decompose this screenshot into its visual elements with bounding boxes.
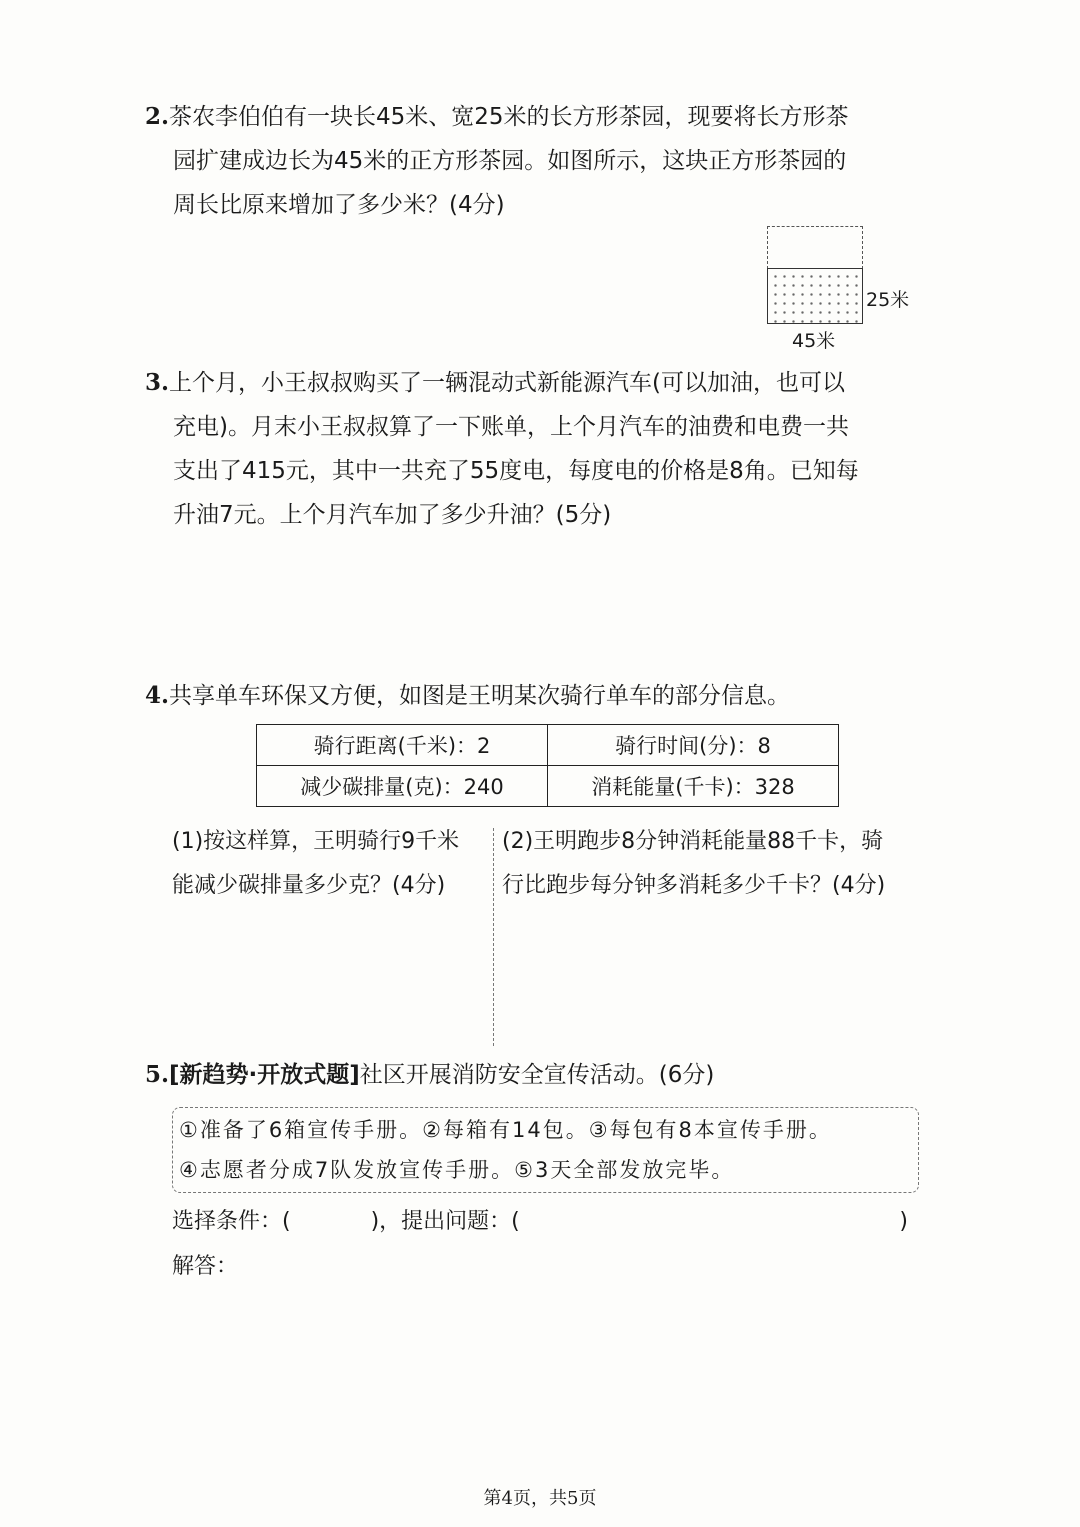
question-5-tag: [新趋势·开放式题] — [169, 1062, 360, 1088]
question-4-intro: 4.共享单车环保又方便，如图是王明某次骑行单车的部分信息。 — [145, 682, 791, 709]
sub-1-line-2: 能减少碳排量多少克？(4分) — [172, 873, 446, 898]
question-3-line-4: 升油7元。上个月汽车加了多少升油？(5分) — [173, 502, 612, 528]
question-3-line-1: 3.上个月，小王叔叔购买了一辆混动式新能源汽车(可以加油，也可以 — [145, 369, 845, 396]
sub-1-line-1: (1)按这样算，王明骑行9千米 — [172, 829, 460, 854]
question-2-line-2: 园扩建成边长为45米的正方形茶园。如图所示，这块正方形茶园的 — [173, 148, 847, 174]
original-garden — [767, 268, 863, 324]
question-4-sub-1 — [172, 820, 459, 908]
sub-2-line-2: 行比跑步每分钟多消耗多少千卡？(4分) — [502, 873, 886, 898]
tea-garden-figure — [760, 222, 930, 352]
question-5-intro: 5.[新趋势·开放式题]社区开展消防安全宣传活动。(6分) — [145, 1061, 715, 1088]
conditions-box — [172, 1107, 919, 1193]
question-4-number: 4. — [145, 682, 170, 709]
question-4-sub-2 — [502, 820, 885, 908]
question-3-number: 3. — [145, 369, 170, 396]
question-5-number: 5. — [145, 1061, 170, 1088]
sub-2-line-1: (2)王明跑步8分钟消耗能量88千卡，骑 — [502, 829, 884, 854]
select-condition-line — [172, 1200, 908, 1244]
question-3-line-3: 支出了415元，其中一共充了55度电，每度电的价格是8角。已知每 — [173, 458, 859, 484]
question-2-number: 2. — [145, 103, 170, 130]
question-2-line-3: 周长比原来增加了多少米？(4分) — [173, 192, 505, 218]
ask-label: )，提出问题：( — [370, 1209, 520, 1234]
question-5 — [145, 1053, 925, 1097]
question-2-line-1: 2.茶农李伯伯有一块长45米、宽25米的长方形茶园，现要将长方形茶 — [145, 103, 849, 130]
width-label: 25米 — [866, 289, 910, 311]
table-cell: 骑行距离(千米)：2 — [257, 725, 548, 766]
condition-line-2: ④志愿者分成7队发放宣传手册。⑤3天全部发放完毕。 — [179, 1158, 735, 1182]
table-row — [257, 725, 839, 766]
question-close: ) — [899, 1209, 908, 1234]
question-2 — [145, 95, 925, 227]
table-cell: 消耗能量(千卡)：328 — [548, 766, 839, 807]
question-3 — [145, 361, 925, 537]
dashed-divider — [493, 828, 494, 1046]
length-label: 45米 — [792, 330, 836, 352]
page-number: 第4页，共5页 — [483, 1488, 597, 1509]
select-label: 选择条件：( — [172, 1209, 291, 1234]
table-cell: 骑行时间(分)：8 — [548, 725, 839, 766]
question-4 — [145, 674, 925, 718]
answer-label: 解答： — [172, 1254, 239, 1279]
extension-area — [767, 226, 863, 269]
question-3-line-2: 充电)。月末小王叔叔算了一下账单，上个月汽车的油费和电费一共 — [173, 414, 849, 440]
ride-info-table — [256, 724, 839, 807]
condition-line-1: ①准备了6箱宣传手册。②每箱有14包。③每包有8本宣传手册。 — [179, 1118, 832, 1142]
table-cell: 减少碳排量(克)：240 — [257, 766, 548, 807]
table-row — [257, 766, 839, 807]
